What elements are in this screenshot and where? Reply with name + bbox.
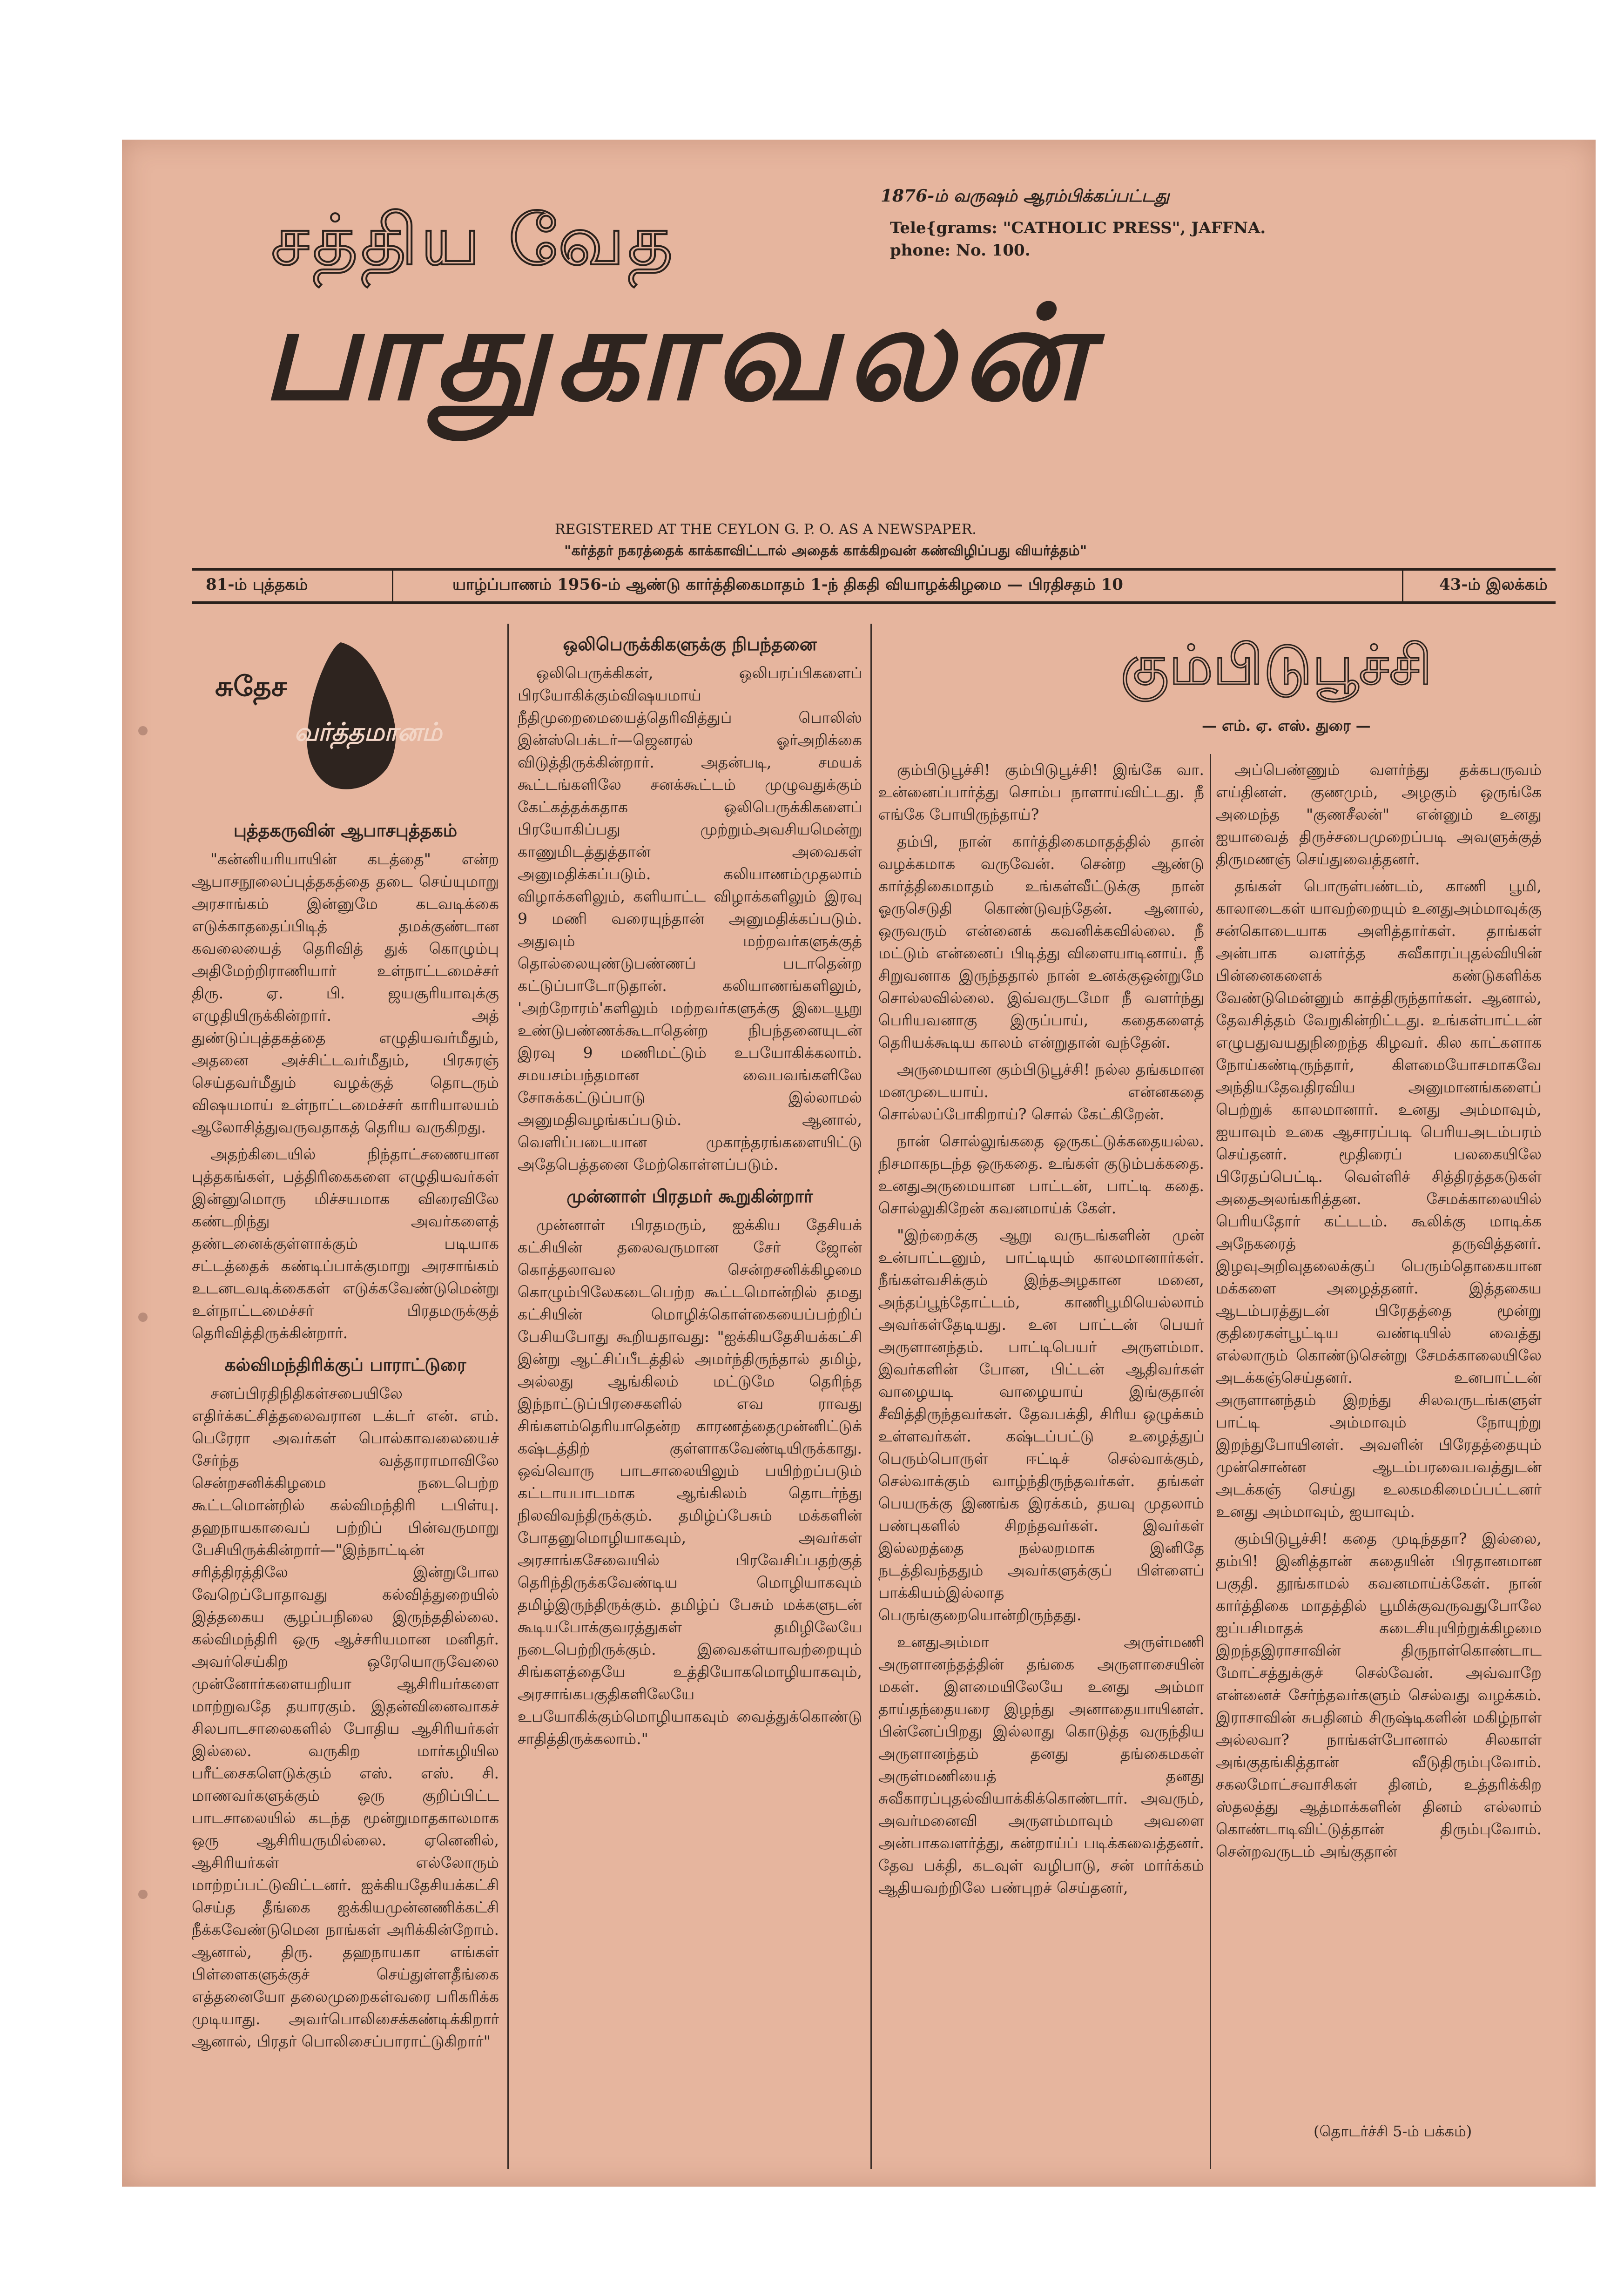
masthead-title-small: சத்திய வேத bbox=[271, 200, 676, 281]
issue-date: யாழ்ப்பாணம் 1956-ம் ஆண்டு கார்த்திகைமாதம் 1-ந் திகதி வியாழக்கிழமை — பிரதிசதம் 10 bbox=[452, 575, 1123, 594]
column-3 bbox=[878, 759, 1204, 1904]
headline: கல்விமந்திரிக்குப் பாராட்டுரை bbox=[224, 1354, 466, 1375]
motto: "கர்த்தர் நகரத்தைக் காக்காவிட்டால் அதைக் காக்கிறவன் கண்விழிப்பது வியர்த்தம்" bbox=[564, 543, 1087, 559]
paragraph: கும்பிடுபூச்சி! கதை முடிந்ததா? இல்லை, தம்பி! இனித்தான் கதையின் பிரதானமான பகுதி. தூங்காமல் கவனமாய்க்கேள். நான் கார்த்திகை மாதத்தில் பூமிக்குவருவதுபோலே ஐப்பசிமாதக் கடைசியுயிற்றுக்கிழமை இறந்தஇராசாவின் திருநாள்கொண்டாட மோட்சத்துக்குச் செல்வேன். அவ்வாறே என்னைச் சேர்ந்தவர்களும் செல்வது வழக்கம். இராசாவின் சுபதினம் சிருஷ்டிகளின் மகிழ்நாள் அல்லவா? நாங்கள்போனால் சிலகாள் அங்குதங்கித்தான் வீடுதிரும்புவோம். சகலமோட்சவாசிகள் தினம், உத்தரிக்கிற ஸ்தலத்து ஆத்மாக்களின் தினம் எல்லாம் கொண்டாடிவிட்டுத்தான் திரும்புவோம். சென்றவருடம் அங்குதான் bbox=[1216, 1529, 1542, 1860]
paragraph: உனதுஅம்மா அருள்மணி அருளானந்தத்தின் தங்கை அருளாசையின் மகள். இளமையிலேயே உனது அம்மா தாய்தந்தையரை இழந்து அனாதையாயினள். பின்னேப்பிறது இல்லாது கொடுத்த வருந்திய அருளானந்தம் தனது தங்கைமகள் அருள்மணியைத் தனது சுவீகாரப்புதல்வியாக்கிக்கொண்டார். அவரும், அவர்மனைவி அருளம்மாவும் அவளை அன்பாகவளர்த்து, கன்றாய்ப் படிக்கவைத்தனர். தேவ பக்தி, கடவுள் வழிபாடு, சன் மார்க்கம் ஆதியவற்றிலே பண்புறச் செய்தனர், bbox=[878, 1633, 1204, 1897]
paragraph: கும்பிடுபூச்சி! கும்பிடுபூச்சி! இங்கே வா. உன்னைப்பார்த்து சொம்ப நாளாய்விட்டது. நீ எங்கே போயிருந்தாய்? bbox=[878, 761, 1204, 823]
section-title-word1: சுதேச bbox=[215, 670, 287, 703]
paragraph: அப்பெண்ணும் வளர்ந்து தக்கபருவம் எய்தினள். குணமும், அழகும் ஒருங்கே அமைந்த "குணசீலன்" என்னும் உனது ஐயாவைத் திருச்சபைமுறைப்படி அவளுக்குத் திருமணஞ் செய்துவைத்தனர். bbox=[1216, 761, 1542, 868]
punch-hole bbox=[138, 726, 148, 735]
story-title: கும்பிடுபூச்சி bbox=[1120, 633, 1432, 697]
paragraph: சனப்பிரதிநிதிகள்சபையிலே எதிர்க்கட்சித்தலைவரான டக்டர் என். எம். பெரேரா அவர்கள் பொல்காவலையைச் சேர்ந்த வத்தாராமாவிலே சென்றசனிக்கிழமை நடைபெற்ற கூட்டமொன்றில் கல்விமந்திரி டபிள்யு. தஹநாயகாவைப் பற்றிப் பின்வருமாறு பேசியிருக்கின்றார்—"இந்நாட்டின் சரித்திரத்திலே இன்றுபோல வேறெப்போதாவது கல்வித்துறையில் இத்தகைய சூழப்பநிலை இருந்ததில்லை. கல்விமந்திரி ஒரு ஆச்சரியமான மனிதர். அவர்செய்கிற ஒரேயொருவேலை முன்னோர்களையறியா ஆசிரியர்களை மாற்றுவதே தயாரகும். இதன்வினைவாகச் சிலபாடசாலைகளில் போதிய ஆசிரியர்கள் இல்லை. வருகிற மார்கழியில பரீட்சைகளெடுக்கும் எஸ். எஸ். சி. மாணவர்களுக்கும் ஒரு குறிப்பிட்ட பாடசாலையில் கடந்த மூன்றுமாதகாலமாக ஒரு ஆசிரியருமில்லை. ஏனெனில், ஆசிரியர்கள் எல்லோரும் மாற்றப்பட்டுவிட்டனர். ஐக்கியதேசியக்கட்சி செய்த தீங்கை ஐக்கியமுன்னணிக்கட்சி நீக்கவேண்டுமென நாங்கள் அரிக்கின்றோம். ஆனால், திரு. தஹநாயகா எங்கள் பிள்ளைகளுக்குச் செய்துள்ளதீங்கை எத்தனையோ தலைமுறைகள்வரை பரிகரிக்க முடியாது. அவர்பொலிசைக்கண்டிக்கிறார் ஆனால், பிரதர் பொலிசைப்பாராட்டுகிறார்" bbox=[192, 1384, 499, 2050]
issue-number: 43-ம் இலக்கம் bbox=[1439, 575, 1548, 594]
founded-note: 1876-ம் வருஷம் ஆரம்பிக்கப்பட்டது bbox=[881, 186, 1170, 206]
newspaper-page bbox=[122, 140, 1596, 2187]
paragraph: அருமையான கும்பிடுபூச்சி! நல்ல தங்கமான மனமுடையாய். என்னகதை சொல்லப்போகிறாய்? சொல் கேட்கிறேன். bbox=[878, 1060, 1204, 1123]
paragraph: "கன்னியரியாயின் கடத்தை" என்ற ஆபாசநூலைப்புத்தகத்தை தடை செய்யுமாறு அரசாங்கம் இன்னுமே கடவடிக்கை எடுக்காததைப்பிடித் தமக்குண்டான கவலையைத் தெரிவித் துக் கொழும்பு அதிமேற்றிராணியார் உள்நாட்டமைச்சர் திரு. ஏ. பி. ஜயசூரியாவுக்கு எழுதியிருக்கின்றார். அத் துண்டுப்புத்தகத்தை எழுதியவர்மீதும், அதனை அச்சிட்டவர்மீதும், பிரசுரஞ் செய்தவர்மீதும் வழக்குத் தொடரும் விஷயமாய் உள்நாட்டமைச்சர் காரியாலயம் ஆலோசித்துவருவதாகத் தெரிய வருகிறது. bbox=[192, 850, 499, 1136]
headline: முன்னாள் பிரதமர் கூறுகின்றார் bbox=[566, 1185, 813, 1206]
story-byline: — எம். ஏ. எஸ். துரை — bbox=[1202, 717, 1371, 734]
column-2 bbox=[518, 633, 862, 1755]
telephone-line: phone: No. 100. bbox=[890, 241, 1031, 260]
volume-number: 81-ம் புத்தகம் bbox=[206, 575, 308, 594]
section-title-word2: வர்த்தமானம் bbox=[294, 717, 442, 747]
paragraph: "இற்றைக்கு ஆறு வருடங்களின் முன் உன்பாட்டனும், பாட்டியும் காலமானார்கள். நீங்கள்வசிக்கும் இந்தஅழகான மனை, அந்தப்பூந்தோட்டம், காணிபூமியெல்லாம் அவர்கள்தேடியது. உன பாட்டன் பெயர் அருளானந்தம். பாட்டிபெயர் அருளம்மா. இவர்களின் போன, பிட்டன் ஆதிவர்கள் வாழையடி வாழையாய் இங்குதான் சீவித்திருந்தவர்கள். தேவபக்தி, சிரிய ஒழுக்கம் உள்ளவர்கள். கஷ்டப்பட்டு உழைத்துப் பெரும்பொருள் ஈட்டிச் செல்வாக்கும், செல்வாக்கும் வாழ்ந்திருந்தவர்கள். தங்கள் பெயருக்கு இணங்க இரக்கம், தயவு முதலாம் பண்புகளில் சிறந்தவர்கள். இவர்கள் இல்லறத்தை நல்லறமாக இனிதே நடத்திவந்ததும் அவர்களுக்குப் பிள்ளைப் பாக்கியம்இல்லாத பெருங்குறையொன்றிருந்தது. bbox=[878, 1226, 1204, 1624]
headline: புத்தகருவின் ஆபாசபுத்தகம் bbox=[233, 820, 458, 841]
paragraph: முன்னாள் பிரதமரும், ஐக்கிய தேசியக் கட்சியின் தலைவருமான சேர் ஜோன் கொத்தலாவல சென்றசனிக்கிழமை கொழும்பிலேகடைபெற்ற கூட்டமொன்றில் தமது கட்சியின் மொழிக்கொள்கையைப்பற்றிப் பேசியபோது கூறியதாவது: "ஐக்கியதேசியக்கட்சி இன்று ஆட்சிப்பீடத்தில் அமர்ந்திருந்தால் தமிழ், அல்லது ஆங்கிலம் மட்டுமே தெரிந்த இந்நாட்டுப்பிரசைகளில் எவ ராவது சிங்களம்தெரியாதென்ற காரணத்தைமுன்னிட்டுக் கஷ்டத்திற் குள்ளாகவேண்டியிருக்காது. ஒவ்வொரு பாடசாலையிலும் பயிற்றப்படும் கட்டாயபாடமாக ஆங்கிலம் தொடர்ந்து நிலவிவந்திருக்கும். தமிழ்ப்பேசும் மக்களின் போதனுமொழியாகவும், அவர்கள் அரசாங்கசேவையில் பிரவேசிப்பதற்குத் தெரிந்திருக்கவேண்டிய மொழியாகவும் தமிழ்இருந்திருக்கும். தமிழ்ப் பேசும் மக்களுடன் கூடியபோக்குவரத்துகள் தமிழிலேயே நடைபெற்றிருக்கும். இவைகள்யாவற்றையும் சிங்களத்தையே உத்தியோகமொழியாகவும், அரசாங்கபகுதிகளிலேயே உபயோகிக்கும்மொழியாகவும் வைத்துக்கொண்டு சாதித்திருக்கலாம்." bbox=[518, 1216, 862, 1748]
telegrams-line: Tele{grams: "CATHOLIC PRESS", JAFFNA. bbox=[890, 219, 1266, 237]
continued-note: (தொடர்ச்சி 5-ம் பக்கம்) bbox=[1314, 2122, 1472, 2140]
column-1 bbox=[192, 810, 499, 2057]
paragraph: தங்கள் பொருள்பண்டம், காணி பூமி, காலாடைகள் யாவற்றையும் உனதுஅம்மாவுக்கு சன்கொடையாக அளித்தார்கள். தாங்கள் அன்பாக வளர்த்த சுவீகாரப்புதல்வியின் பின்னைகளைக் கண்டுகளிக்க வேண்டுமென்னும் காத்திருந்தார்கள். ஆனால், தேவசித்தம் வேறுகின்றிட்டது. உங்கள்பாட்டன் எழுபதுவயதுநிறைந்த கிழவர். கில காட்களாக நோய்கண்டிருந்தார், கிளமையோசமாகவே அந்தியதேவதிரவிய அனுமானங்களைப் பெற்றுக் காலமானார். உனது அம்மாவும், ஐயாவும் உகை ஆசாரப்படி பெரியஅடம்பரம் செய்தனர். மூதிரைப் பலகையிலே பிரேதப்பெட்டி. வெள்ளிச் சித்திரத்தகடுகள் அதைஅலங்கரித்தன. சேமக்காலையில் பெரியதோர் கட்டடம். கூலிக்கு மாடிக்க அநேகரைத் தருவித்தனர். இழவுஅறிவுதலைக்குப் பெரும்தொகையான மக்களை அழைத்தனர். இத்தகைய ஆடம்பரத்துடன் பிரேதத்தை மூன்று குதிரைகள்பூட்டிய வண்டியில் வைத்து எல்லாரும் கொண்டுசென்று சேமக்காலையிலே அடக்கஞ்செய்தனர். உனபாட்டன் அருளானந்தம் இறந்து சிலவருடங்களுள் பாட்டி அம்மாவும் நோயுற்று இறந்துபோயினள். அவளின் பிரேதத்தையும் முன்சொன்ன ஆடம்பரவைபவத்துடன் அடக்கஞ் செய்து உலகமகிமைப்பட்டனர் உனது அம்மாவும், ஐயாவும். bbox=[1216, 877, 1542, 1521]
paragraph: ஒலிபெருக்கிகள், ஒலிபரப்பிகளைப் பிரயோகிக்கும்விஷயமாய் நீதிமுறைமையைத்தெரிவித்துப் பொலிஸ் இன்ஸ்பெக்டர்—ஜெனரல் ஓர்அறிக்கை விடுத்திருக்கின்றார். அதன்படி, சமயக் கூட்டங்களிலே சனக்கூட்டம் முழுவதுக்கும் கேட்கத்தக்கதாக ஒலிபெருக்கிகளைப் பிரயோகிப்பது முற்றும்அவசியமென்று காணுமிடத்துத்தான் அவைகள் அனுமதிக்கப்படும். கலியாணம்முதலாம் விழாக்களிலும், களியாட்ட விழாக்களிலும் இரவு 9 மணி வரையுந்தான் அனுமதிக்கப்படும். அதுவும் மற்றவர்களுக்குத் தொல்லையுண்டுபண்ணப் படாதென்ற கட்டுப்பாடோடுதான். கலியாணங்களிலும், 'அற்றோரம்'களிலும் மற்றவர்களுக்கு இடையூறு உண்டுபண்ணக்கூடாதென்ற நிபந்தனையுடன் இரவு 9 மணிமட்டும் உபயோகிக்கலாம். சமயசம்பந்தமான வைபவங்களிலே சோசுக்கட்டுப்பாடு இல்லாமல் அனுமதிவழங்கப்படும். ஆனால், வெளிப்படையான முகாந்தரங்களையிட்டு அதேபெத்தனை மேற்கொள்ளப்படும். bbox=[518, 664, 862, 1173]
headline: ஒலிபெருக்கிகளுக்கு நிபந்தனை bbox=[563, 633, 817, 654]
paragraph: தம்பி, நான் கார்த்திகைமாதத்தில் தான் வழக்கமாக வருவேன். சென்ற ஆண்டு கார்த்திகைமாதம் உங்கள்வீட்டுக்கு நான் ஓருசெடுதி கொண்டுவந்தேன். ஆனால், ஒருவரும் என்னைக் கவனிக்கவில்லை. நீ மட்டும் என்னைப் பிடித்து விளையாடினாய். நீ சிறுவனாக இருந்ததால் நான் உனக்குஒன்றுமே சொல்லவில்லை. இவ்வருடமோ நீ வளர்ந்து பெரியவனாகு இருப்பாய், கதைகளைத் தெரியக்கூடிய காலம் என்றுதான் வந்தேன். bbox=[878, 832, 1204, 1051]
punch-hole bbox=[138, 1313, 148, 1322]
dateline-bar bbox=[192, 568, 1556, 604]
paragraph: அதற்கிடையில் நிந்தாட்சணையான புத்தகங்கள், பத்திரிகைகளை எழுதியவர்கள் இன்னுமொரு மிச்சயமாக விரைவிலே கண்டறிந்து அவர்களைத் தண்டனைக்குள்ளாக்கும் படியாக சட்டத்தைக் கண்டிப்பாக்குமாறு அரசாங்கம் உடனடவடிக்கைகள் எடுக்கவேண்டுமென்று உள்நாட்டமைச்சர் பிரதமருக்குத் தெரிவித்திருக்கின்றார். bbox=[192, 1145, 499, 1342]
masthead-title: பாதுகாவலன் bbox=[262, 278, 1095, 430]
column-4 bbox=[1216, 759, 1542, 1867]
paragraph: நான் சொல்லுங்கதை ஒருகட்டுக்கதையல்ல. நிசமாகநடந்த ஒருகதை. உங்கள் குடும்பக்கதை. உனதுஅருமையான பாட்டன், பாட்டி கதை. சொல்லுகிறேன் கவனமாய்க் கேள். bbox=[878, 1132, 1204, 1217]
registration-note: REGISTERED AT THE CEYLON G. P. O. AS A NEWSPAPER. bbox=[555, 521, 977, 538]
punch-hole bbox=[138, 1890, 148, 1899]
